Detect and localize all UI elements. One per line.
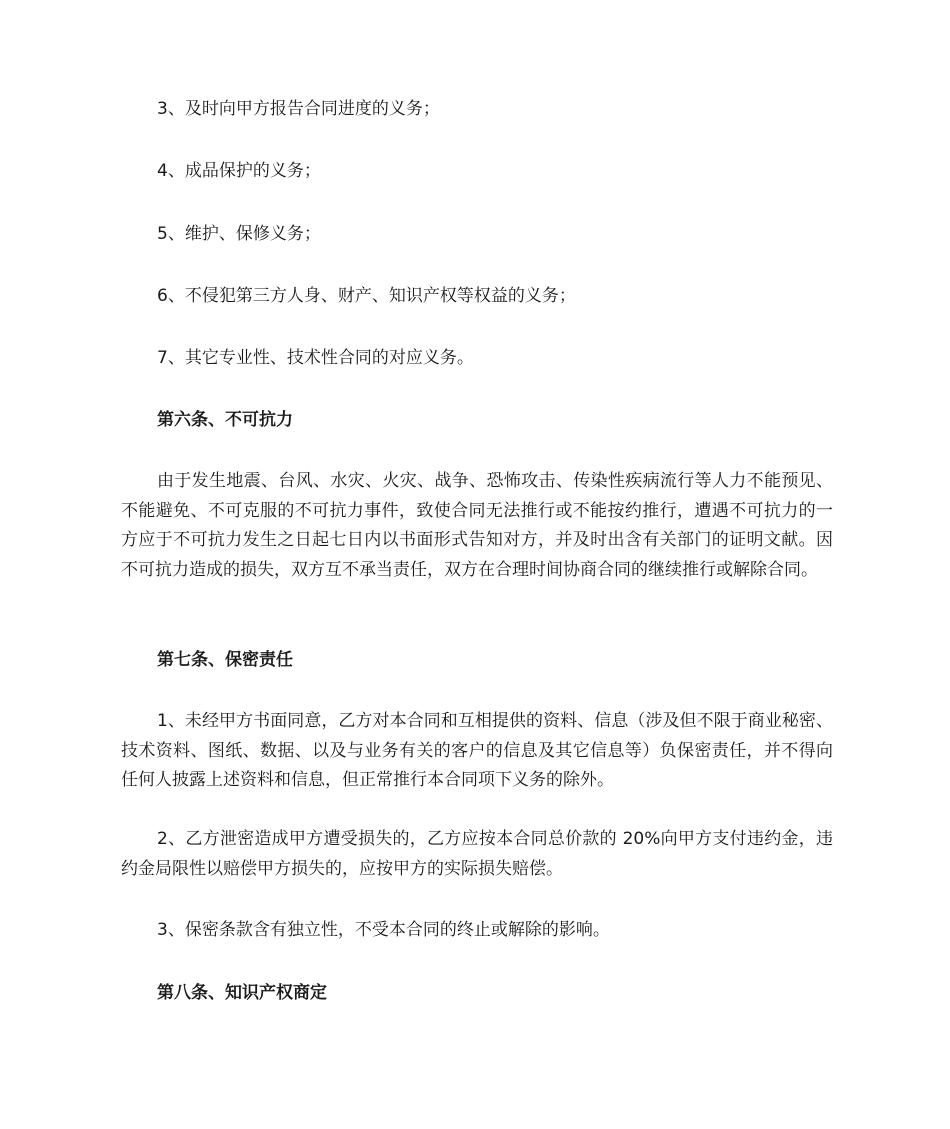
article-7-clause-2: 2、乙方泄密造成甲方遭受损失的，乙方应按本合同总价款的 20%向甲方支付违约金，违约金局限性以赔偿甲方损失的，应按甲方的实际损失赔偿。 (121, 829, 833, 879)
article-6-body: 由于发生地震、台风、水灾、火灾、战争、恐怖攻击、传染性疾病流行等人力不能预见、不能避免、不可克服的不可抗力事件，致使合同无法推行或不能按约推行，遭遇不可抗力的一方应于不可抗力发生之日起七日内以书面形式告知对方，并及时出含有关部门的证明文献。因不可抗力造成的损失，双方互不承当责任，双方在合理时间协商合同的继续推行或解除合同。 (121, 471, 833, 580)
article-7-clause-1: 1、未经甲方书面同意，乙方对本合同和互相提供的资料、信息（涉及但不限于商业秘密、技术资料、图纸、数据、以及与业务有关的客户的信息及其它信息等）负保密责任，并不得向任何人披露上述资料和信息，但正常推行本合同项下义务的除外。 (121, 711, 833, 790)
obligation-item-5: 5、维护、保修义务； (157, 224, 321, 244)
obligation-item-3: 3、及时向甲方报告合同进度的义务； (157, 99, 440, 119)
article-8-heading: 第八条、知识产权商定 (157, 983, 327, 1003)
obligation-item-7: 7、其它专业性、技术性合同的对应义务。 (157, 348, 474, 368)
article-7-heading: 第七条、保密责任 (157, 650, 293, 670)
obligation-item-4: 4、成品保护的义务； (157, 161, 321, 181)
article-7-clause-3: 3、保密条款含有独立性，不受本合同的终止或解除的影响。 (157, 920, 610, 940)
article-6-heading: 第六条、不可抗力 (157, 410, 293, 430)
obligation-item-6: 6、不侵犯第三方人身、财产、知识产权等权益的义务； (157, 286, 576, 306)
